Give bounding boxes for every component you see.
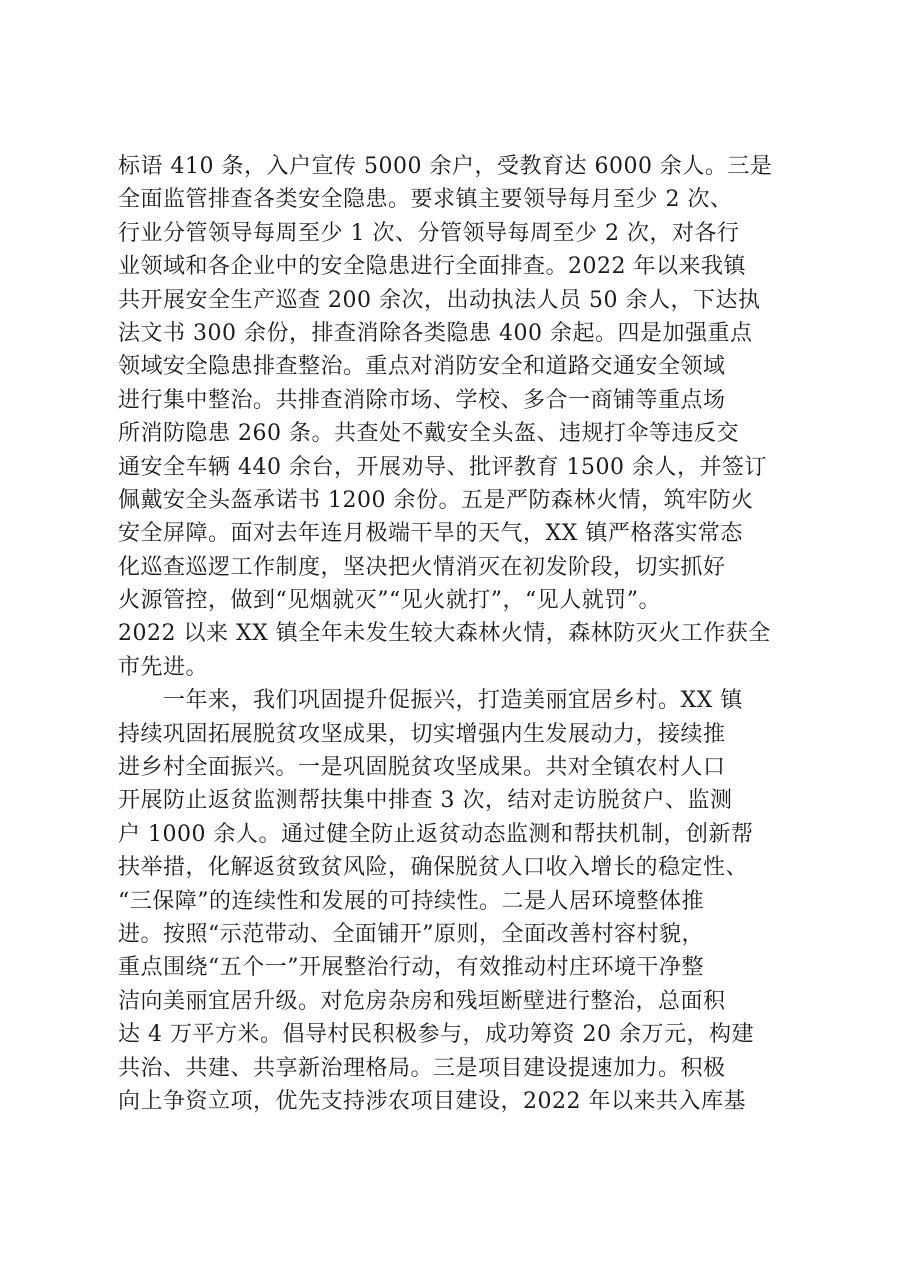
text-line: 行业分管领导每周至少 1 次、分管领导每周至少 2 次，对各行	[118, 220, 740, 246]
text-line: 法文书 300 余份，排查消除各类隐患 400 余起。四是加强重点	[118, 320, 753, 346]
text-line: 向上争资立项，优先支持涉农项目建设，2022 年以来共入库基	[118, 1088, 746, 1114]
text-line: 一年来，我们巩固提升促振兴，打造美丽宜居乡村。XX 镇	[118, 688, 743, 714]
text-line: 业领域和各企业中的安全隐患进行全面排查。2022 年以来我镇	[118, 254, 746, 280]
text-line: 扶举措，化解返贫致贫风险，确保脱贫人口收入增长的稳定性、	[118, 855, 749, 881]
text-line: 标语 410 条，入户宣传 5000 余户，受教育达 6000 余人。三是	[118, 154, 773, 179]
text-line: 洁向美丽宜居升级。对危房杂房和残垣断壁进行整治，总面积	[118, 988, 726, 1014]
text-line: 进。按照“示范带动、全面铺开”原则，全面改善村容村貌，	[118, 921, 704, 947]
text-line: 共开展安全生产巡查 200 余次，出动执法人员 50 余人，下达执	[118, 287, 761, 313]
text-line: 户 1000 余人。通过健全防止返贫动态监测和帮扶机制，创新帮	[118, 821, 754, 847]
body-text	[118, 150, 808, 1118]
text-line: 通安全车辆 440 余台，开展劝导、批评教育 1500 余人，并签订	[118, 454, 767, 480]
text-line: 化巡查巡逻工作制度，坚决把火情消灭在初发阶段，切实抓好	[118, 554, 726, 580]
text-line: “三保障”的连续性和发展的可持续性。二是人居环境整体推	[118, 888, 704, 914]
text-line: 领域安全隐患排查整治。重点对消防安全和道路交通安全领域	[118, 354, 726, 380]
text-line: 2022 以来 XX 镇全年未发生较大森林火情，森林防灭火工作获全	[118, 621, 771, 647]
text-line: 火源管控，做到“见烟就灭”“见火就打”，“见人就罚”。	[118, 588, 661, 614]
text-line: 达 4 万平方米。倡导村民积极参与，成功筹资 20 余万元，构建	[118, 1022, 754, 1048]
text-line: 进行集中整治。共排查消除市场、学校、多合一商铺等重点场	[118, 387, 726, 413]
text-line: 佩戴安全头盔承诺书 1200 余份。五是严防森林火情，筑牢防火	[118, 487, 754, 513]
text-line: 进乡村全面振兴。一是巩固脱贫攻坚成果。共对全镇农村人口	[118, 755, 726, 781]
text-line: 市先进。	[118, 654, 209, 680]
text-line: 所消防隐患 260 条。共查处不戴安全头盔、违规打伞等违反交	[118, 421, 739, 447]
text-line: 共治、共建、共享新治理格局。三是项目建设提速加力。积极	[118, 1055, 726, 1081]
text-line: 重点围绕“五个一”开展整治行动，有效推动村庄环境干净整	[118, 955, 704, 981]
text-line: 持续巩固拓展脱贫攻坚成果，切实增强内生发展动力，接续推	[118, 721, 726, 747]
text-line: 安全屏障。面对去年连月极端干旱的天气，XX 镇严格落实常态	[118, 521, 743, 547]
text-line: 开展防止返贫监测帮扶集中排查 3 次，结对走访脱贫户、监测	[118, 788, 733, 814]
text-line: 全面监管排查各类安全隐患。要求镇主要领导每月至少 2 次、	[118, 187, 733, 213]
